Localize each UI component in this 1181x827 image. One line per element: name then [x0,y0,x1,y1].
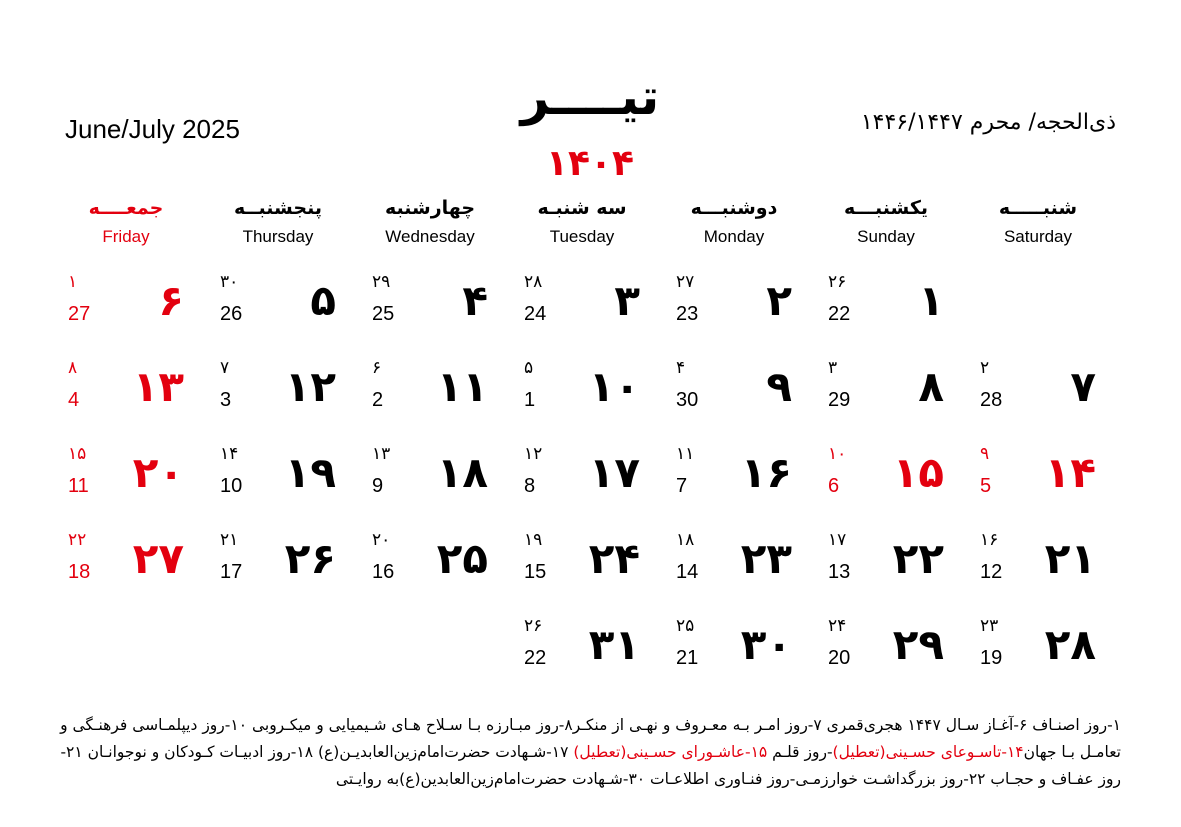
day-cell[interactable] [810,526,962,612]
hijri-day-number: ۲ [980,358,990,378]
weekday-name-english: Thursday [242,227,314,246]
day-cell[interactable] [962,526,1114,612]
day-cell[interactable] [50,354,202,440]
hijri-day-number: ۲۳ [980,616,999,636]
hijri-day-number: ۱۹ [524,530,543,550]
gregorian-day-number: 5 [980,475,992,497]
notes-holiday-ashura: ۱۵-عاشـورای حسـینی(تعطیل) [573,743,768,761]
gregorian-day-number: 27 [68,303,91,325]
weekday-name-persian: یکشنبـــه [843,197,929,219]
gregorian-day-number: 21 [676,647,699,669]
weekday-header-wednesday [354,196,506,248]
gregorian-day-number: 2 [372,389,384,411]
gregorian-day-number: 22 [828,303,851,325]
persian-day-number: ۲۰ [132,448,184,497]
year-persian: ۱۴۰۴ [546,143,634,184]
day-cell[interactable] [962,612,1114,698]
gregorian-day-number: 24 [524,303,547,325]
day-cell[interactable] [658,612,810,698]
notes-text: -روز قلـم [767,743,833,761]
gregorian-day-number: 8 [524,475,536,497]
hijri-day-number: ۲۶ [524,616,543,636]
gregorian-day-number: 17 [220,561,243,583]
persian-day-number: ۲۱ [1044,534,1096,583]
day-cell[interactable] [354,354,506,440]
hijri-day-number: ۲۲ [68,530,87,550]
persian-day-number: ۳ [614,276,640,325]
day-cell[interactable] [354,526,506,612]
persian-day-number: ۲۲ [892,534,944,583]
weekday-name-persian: دوشنبـــه [690,197,778,219]
persian-day-number: ۱۹ [284,448,336,497]
day-cell[interactable] [506,440,658,526]
persian-day-number: ۲۴ [588,534,640,583]
weekday-header-friday [50,196,202,248]
hijri-day-number: ۸ [68,358,78,378]
weekday-name-english: Wednesday [385,227,475,246]
hijri-day-number: ۲۴ [828,616,847,636]
hijri-day-number: ۱۸ [676,530,695,550]
hijri-day-number: ۱۷ [828,530,847,550]
weekday-name-persian: شنبـــــه [998,197,1078,219]
hijri-day-number: ۲۷ [676,272,695,292]
hijri-day-number: ۱۴ [220,444,239,464]
day-cell[interactable] [354,268,506,354]
persian-day-number: ۷ [1070,362,1096,411]
hijri-day-number: ۲۰ [372,530,391,550]
hijri-day-number: ۱۲ [524,444,543,464]
day-cell[interactable] [50,268,202,354]
notes-holiday-tasua: ۱۴-تاسـوعای حسـینی(تعطیل) [832,743,1024,761]
gregorian-day-number: 19 [980,647,1003,669]
gregorian-day-number: 13 [828,561,851,583]
day-cell[interactable] [658,526,810,612]
weekday-header-monday [658,196,810,248]
persian-day-number: ۹ [766,362,792,411]
day-cell[interactable] [810,440,962,526]
persian-day-number: ۱۵ [892,448,944,497]
gregorian-day-number: 15 [524,561,547,583]
persian-day-number: ۱۴ [1044,448,1096,497]
day-cell[interactable] [810,268,962,354]
persian-day-number: ۱۳ [132,362,184,411]
weekday-name-persian: جمعــــه [88,197,164,219]
hijri-day-number: ۱۳ [372,444,391,464]
day-cell[interactable] [962,354,1114,440]
day-cell[interactable] [202,440,354,526]
day-cell[interactable] [202,268,354,354]
weekday-name-english: Saturday [1003,227,1073,246]
hijri-day-number: ۱۱ [676,444,695,464]
gregorian-day-number: 29 [828,389,851,411]
hijri-day-number: ۵ [524,358,534,378]
hijri-day-number: ۱۰ [828,444,847,464]
day-cell[interactable] [506,612,658,698]
hijri-day-number: ۲۱ [220,530,239,550]
day-cell[interactable] [506,268,658,354]
hijri-day-number: ۱ [68,272,78,292]
persian-day-number: ۱ [918,276,944,325]
gregorian-day-number: 1 [524,389,536,411]
gregorian-day-number: 18 [68,561,91,583]
persian-day-number: ۱۱ [436,362,488,411]
weekday-name-persian: پنجشنبــه [234,197,322,219]
notes-text: ۱۷-شـهادت حضرت‌امام‌زین‌العابدیـن(ع) ۱۸-روز ادبیـات کـودکان و نوجوانـان ۲۱-روز عفـاف و حجـاب ۲۲-روز بزرگداشـت خوارزمـی-روز فنـاوری اطلاعـات ۳۰-شـهادت حضرت‌امام‌زین‌العابدین(ع)به روایـتی [60,743,1121,788]
day-cell[interactable] [202,354,354,440]
weekday-name-english: Tuesday [549,227,615,246]
hijri-day-number: ۲۵ [676,616,695,636]
day-cell[interactable] [506,526,658,612]
hijri-day-number: ۱۶ [980,530,999,550]
month-title: تیــــر [520,68,660,126]
weekday-header-thursday [202,196,354,248]
gregorian-day-number: 3 [220,389,232,411]
gregorian-day-number: 28 [980,389,1003,411]
day-cell[interactable] [50,526,202,612]
persian-day-number: ۵ [310,276,336,325]
gregorian-day-number: 6 [828,475,840,497]
gregorian-day-number: 12 [980,561,1003,583]
gregorian-day-number: 30 [676,389,699,411]
gregorian-day-number: 10 [220,475,243,497]
gregorian-day-number: 23 [676,303,699,325]
persian-day-number: ۴ [462,276,488,325]
notes-text: ۱-روز اصنـاف ۶-آغـاز سـال ۱۴۴۷ هجری‌قمری ۷-روز امـر بـه معـروف و نهـی از منکـر۸-روز مبـارزه بـا سـلاح هـای شـیمیایی و میکـروبی ۱۰-روز دیپلمـاسی فرهنـگی و تعامـل بـا جهان [60,716,1121,761]
hijri-day-number: ۹ [980,444,990,464]
hijri-day-number: ۲۶ [828,272,847,292]
weekday-name-english: Sunday [857,227,915,246]
hijri-months: ذی‌الحجه/ محرم ۱۴۴۶/۱۴۴۷ [860,110,1116,135]
persian-day-number: ۶ [158,276,184,325]
gregorian-day-number: 4 [68,389,80,411]
gregorian-day-number: 11 [68,475,89,497]
gregorian-day-number: 26 [220,303,243,325]
persian-day-number: ۱۲ [284,362,336,411]
weekday-name-english: Monday [703,227,765,246]
persian-day-number: ۲۵ [436,534,488,583]
persian-day-number: ۳۰ [740,620,792,669]
hijri-day-number: ۲۸ [524,272,543,292]
day-cell[interactable] [506,354,658,440]
day-cell[interactable] [658,354,810,440]
gregorian-day-number: 25 [372,303,395,325]
gregorian-day-number: 22 [524,647,547,669]
gregorian-day-number: 7 [676,475,688,497]
persian-day-number: ۱۸ [436,448,488,497]
gregorian-day-number: 16 [372,561,395,583]
persian-day-number: ۱۷ [588,448,640,497]
persian-day-number: ۲ [766,276,792,325]
persian-day-number: ۱۰ [588,362,640,411]
gregorian-months: June/July 2025 [65,114,240,144]
hijri-day-number: ۱۵ [68,444,87,464]
persian-day-number: ۳۱ [588,620,640,669]
day-cell[interactable] [354,440,506,526]
gregorian-day-number: 9 [372,475,384,497]
day-cell[interactable] [50,440,202,526]
weekday-name-english: Friday [102,227,150,246]
hijri-day-number: ۴ [676,358,686,378]
weekday-header-sunday [810,196,962,248]
gregorian-day-number: 20 [828,647,851,669]
events-notes [60,712,1121,793]
gregorian-day-number: 14 [676,561,699,583]
persian-day-number: ۸ [918,362,944,411]
persian-day-number: ۲۹ [892,620,944,669]
hijri-day-number: ۲۹ [372,272,391,292]
hijri-day-number: ۳ [828,358,838,378]
persian-day-number: ۲۳ [740,534,792,583]
day-cell[interactable] [658,440,810,526]
day-cell[interactable] [810,612,962,698]
day-cell[interactable] [810,354,962,440]
weekday-name-persian: چهارشنبه [384,197,476,219]
hijri-day-number: ۳۰ [220,272,239,292]
persian-day-number: ۲۷ [132,534,184,583]
hijri-day-number: ۷ [220,358,230,378]
day-cell[interactable] [962,440,1114,526]
day-cell[interactable] [202,526,354,612]
hijri-day-number: ۶ [372,358,382,378]
weekday-header-saturday [962,196,1114,248]
weekday-name-persian: سه شنبـه [537,197,627,219]
persian-day-number: ۲۶ [284,534,336,583]
persian-day-number: ۲۸ [1044,620,1096,669]
day-cell[interactable] [658,268,810,354]
persian-day-number: ۱۶ [740,448,792,497]
weekday-header-tuesday [506,196,658,248]
